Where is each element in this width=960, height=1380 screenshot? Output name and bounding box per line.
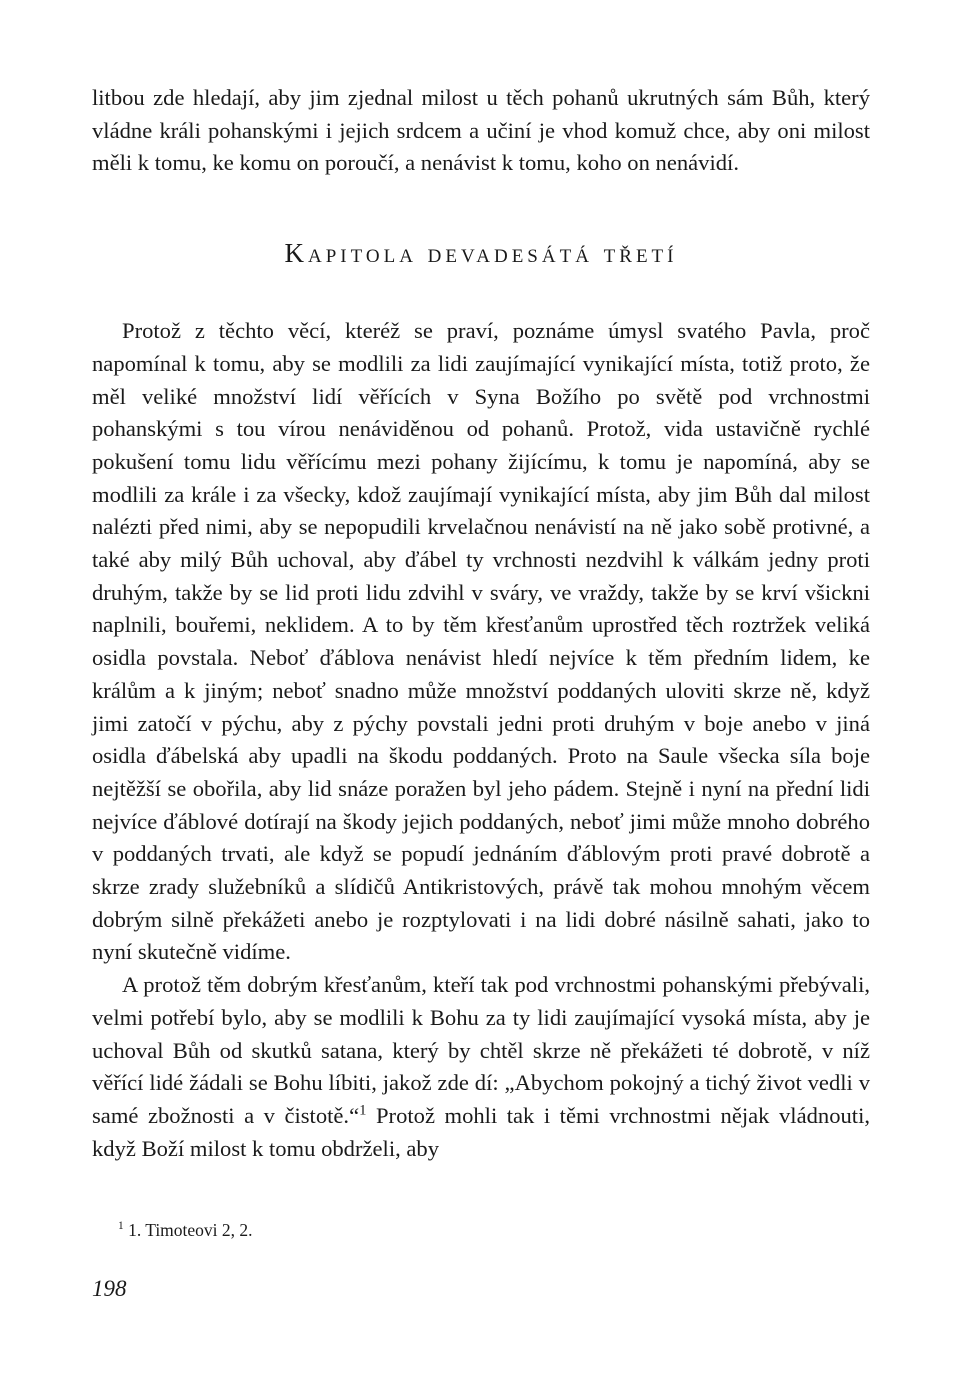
footnote-reference: 1 — [359, 1102, 367, 1119]
footnote-text: 1. Timoteovi 2, 2. — [128, 1220, 253, 1240]
page-body — [92, 82, 870, 1165]
footnote-mark: 1 — [118, 1220, 124, 1233]
paragraph-closing-text: A protož těm dobrým křesťanům, kteří tak pod vrchnostmi pohanskými přebývali, velmi potřebí bylo, aby se modlili k Bohu za ty lidi zaujímající vysoká místa, aby je uchoval Bůh od skutků satana, který by chtěl skrze ně překážeti té dobrotě, v níž věřící lidé žádali se Bohu líbiti, jakož zde dí: „Abychom pokojný a tichý život vedli v samé zbožnosti a v čistotě.“ — [92, 972, 870, 1128]
footnote — [118, 1218, 253, 1242]
paragraph-closing-end: Protož mohli tak i těmi vrchnostmi nějak vládnouti, když Boží milost k tomu obdrželi, aby — [92, 1102, 870, 1161]
chapter-heading: Kapitola devadesátá třetí — [284, 238, 678, 269]
page-number: 198 — [92, 1276, 127, 1301]
paragraph-continuation: litbou zde hledají, aby jim zjednal milost u těch pohanů ukrutných sám Bůh, který vládne králi pohanskými i jejich srdcem a učiní je vhod komuž chce, aby oni milost měli k tomu, ke komu on poroučí, a nenávist k tomu, koho on nenávidí. — [92, 85, 870, 176]
paragraph-main: Protož z těchto věcí, kteréž se praví, poznáme úmysl svatého Pavla, proč napomínal k tomu, aby se modlili za lidi zaujímající vynikající místa, totiž proto, že měl veliké množství lidí věřících v Syna Božího po světě pod vrchnostmi pohanskými s tou vírou nenáviděnou od pohanů. Protož, vida ustavičně rychlé pokušení tomu lidu věřícímu mezi pohany žijícímu, k tomu je napomíná, aby se modlili za krále i za všecky, kdož zaujímají vynikající místa, aby jim Bůh dal milost nalézti před nimi, aby se nepopudili krvelačnou nenávistí na ně jako sobě protivné, a také aby milý Bůh uchoval, aby ďábel ty vrchnosti nezdvihl k válkám jedny proti druhým, takže by se lid proti lidu zdvihl v sváry, ve vraždy, takže by se krví všickni naplnili, bouřemi, neklidem. A to by těm křesťanům uprostřed těch roztržek veliká osidla povstala. Neboť ďáblova nenávist hledí nejvíce k těm předním lidem, ke králům a k jiným; neboť snadno může množství poddaných uloviti skrze ně, když jimi zatočí v pýchu, aby z pýchy povstali jedni proti druhým v boje anebo v jiná osidla ďábelská aby upadli na škodu poddaných. Proto na Saule všecka síla boje nejtěžší se obořila, aby lid snáze poražen byl jeho pádem. Stejně i nyní na přední lidi nejvíce ďáblové dotírají na škody jejich poddaných, neboť jimi může mnoho dobrého v poddaných trvati, ale když se popudí jednáním ďáblovým proti pravé dobrotě a skrze zrady služebníků a slídičů Antikristových, právě tak mohou mnohým věcem dobrým silně překážeti anebo je rozptylovati i na lidi dobré násilně sahati, jako to nyní skutečně vidíme. — [92, 318, 870, 965]
paragraph-closing — [92, 969, 870, 1165]
